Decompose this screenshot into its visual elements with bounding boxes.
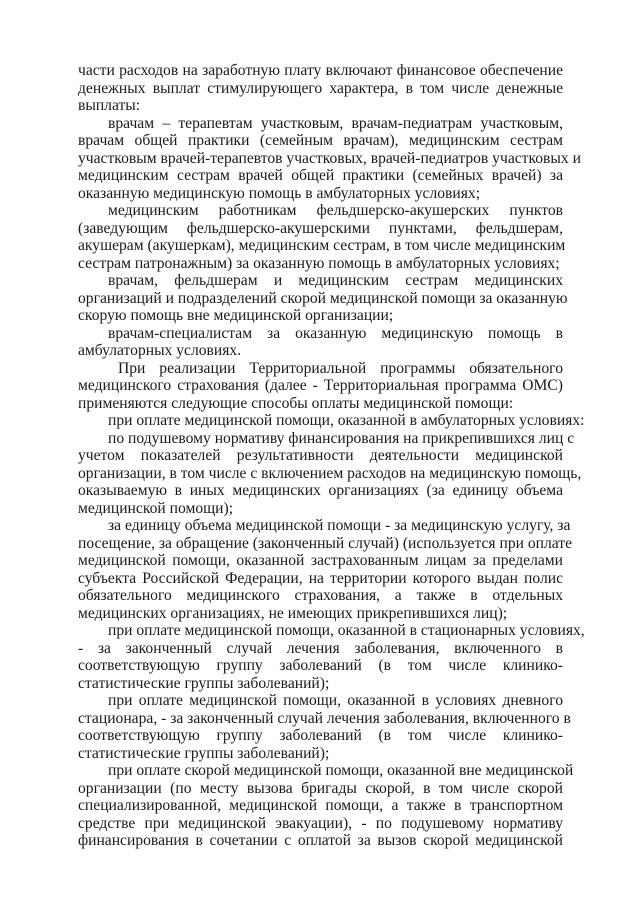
text-line: статистические группы заболеваний);: [78, 744, 330, 762]
text-line: за единицу объема медицинской помощи - за медицинскую услугу, за: [108, 517, 571, 534]
text-line: врачам-специалистам за оказанную медицинскую помощь в: [108, 324, 563, 342]
text-line: части расходов на заработную плату включают финансовое обеспечение: [78, 62, 563, 79]
text-line: При реализации Территориальной программы обязательного: [118, 359, 563, 377]
text-line: медицинской помощи);: [78, 499, 234, 517]
text-line: обязательного медицинского страхования, а также в отдельных: [78, 587, 563, 604]
text-line: оказываемую в иных медицинских организациях (за единицу объема: [78, 482, 563, 499]
text-line: врачам общей практики (семейным врачам), медицинским сестрам: [78, 132, 563, 149]
text-line: организации (по месту вызова бригады скорой, в том числе скорой: [78, 779, 563, 797]
text-line: медицинских организациях, не имеющих прикрепившихся лиц);: [78, 604, 508, 622]
text-line: акушерам (акушеркам), медицинским сестрам, в том числе медицинским: [78, 237, 566, 254]
text-line: соответствующую группу заболеваний (в том числе клинико-: [78, 657, 563, 674]
text-line: медицинским сестрам врачей общей практики (семейных врачей) за: [78, 167, 563, 184]
text-line: соответствующую группу заболеваний (в том числе клинико-: [78, 727, 563, 744]
text-line: врачам, фельдшерам и медицинским сестрам медицинских: [108, 272, 563, 289]
text-line: медицинского страхования (далее - Территориальная программа ОМС): [78, 377, 563, 394]
text-line: медицинской помощи, оказанной застрахованным лицам за пределами: [78, 552, 563, 569]
text-line: оказанную медицинскую помощь в амбулаторных условиях;: [78, 184, 481, 202]
text-line: сестрам патронажным) за оказанную помощь в амбулаторных условиях;: [78, 254, 560, 272]
document-page: [78, 62, 585, 850]
text-line: финансирования в сочетании с оплатой за вызов скорой медицинской: [78, 832, 563, 849]
text-line: при оплате медицинской помощи, оказанной в амбулаторных условиях:: [108, 412, 585, 429]
text-line: медицинским работникам фельдшерско-акушерских пунктов: [108, 202, 563, 219]
text-line: амбулаторных условиях.: [78, 342, 242, 359]
text-line: посещение, за обращение (законченный случай) (используется при оплате: [78, 534, 573, 552]
text-line: по подушевому нормативу финансирования на прикрепившихся лиц с: [108, 429, 575, 447]
text-line: (заведующим фельдшерско-акушерскими пунктами, фельдшерам,: [78, 219, 563, 237]
text-line: организации, в том числе с включением расходов на медицинскую помощь,: [78, 464, 582, 482]
text-line: выплаты:: [78, 97, 141, 114]
text-line: участковым врачей-терапевтов участковых, врачей-педиатров участковых и: [78, 149, 581, 167]
text-line: при оплате медицинской помощи, оказанной в стационарных условиях,: [108, 622, 585, 639]
text-line: субъекта Российской Федерации, на территории которого выдан полис: [78, 569, 563, 587]
text-line: организаций и подразделений скорой медицинской помощи за оказанную: [78, 289, 568, 307]
text-line: применяются следующие способы оплаты медицинской помощи:: [78, 394, 514, 412]
text-line: учетом показателей результативности деятельности медицинской: [78, 447, 563, 464]
text-line: денежных выплат стимулирующего характера, в том числе денежные: [78, 79, 563, 97]
text-line: - за законченный случай лечения заболевания, включенного в: [78, 639, 563, 657]
text-line: при оплате медицинской помощи, оказанной в условиях дневного: [108, 692, 563, 709]
text-line: при оплате скорой медицинской помощи, оказанной вне медицинской: [108, 762, 574, 779]
text-line: скорую помощь вне медицинской организации;: [78, 307, 394, 324]
text-line: статистические группы заболеваний);: [78, 674, 330, 692]
text-line: средстве при медицинской эвакуации), - по подушевому нормативу: [78, 814, 563, 832]
text-line: врачам – терапевтам участковым, врачам-педиатрам участковым,: [108, 114, 563, 132]
text-line: специализированной, медицинской помощи, а также в транспортном: [78, 797, 563, 814]
text-line: стационара, - за законченный случай лечения заболевания, включенного в: [78, 709, 571, 727]
